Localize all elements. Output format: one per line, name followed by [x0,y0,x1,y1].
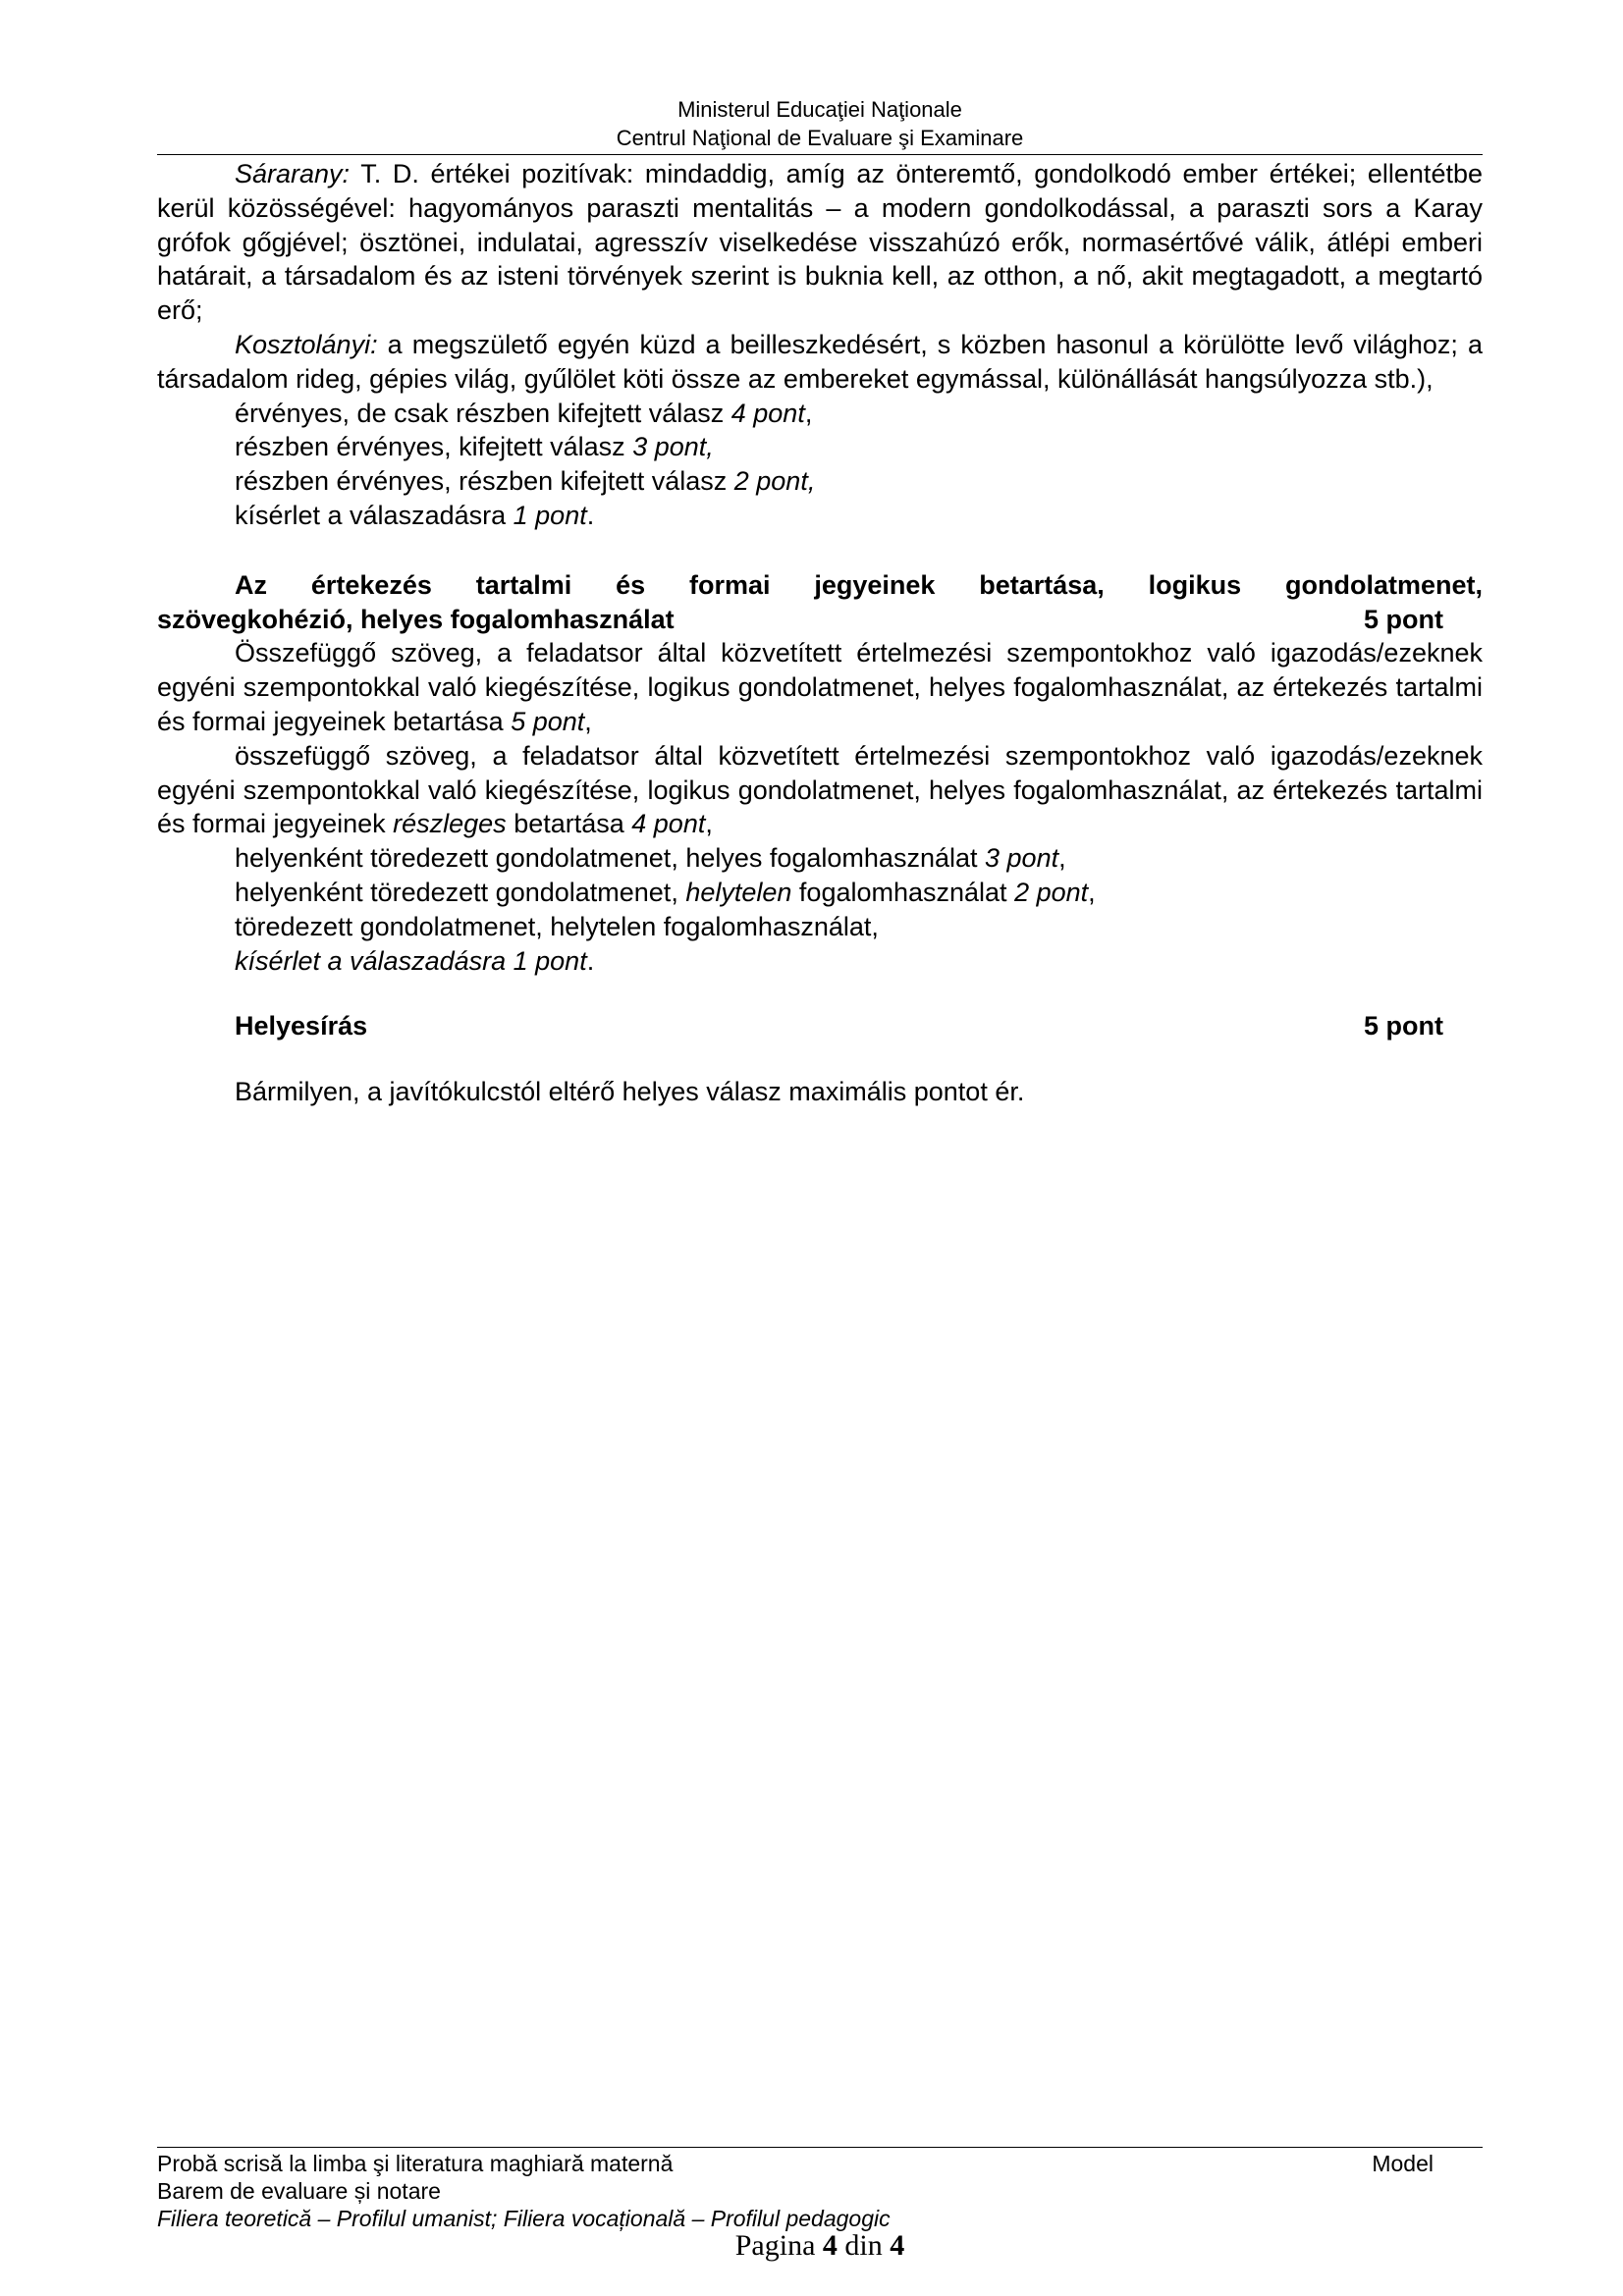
header-rule [157,154,1483,155]
section-heading-coherence [157,568,1483,637]
page-header [157,95,1483,152]
coherence-item-1: kísérlet a válaszadásra 1 pont. [235,945,595,976]
footer-barem: Barem de evaluare și notare [157,2178,441,2204]
sararany-label: Sárarany: [235,159,351,188]
score-line-4: érvényes, de csak részben kifejtett válasz 4 pont, [235,398,813,428]
sararany-paragraph [157,157,1483,328]
section-heading-spelling [157,1009,1483,1043]
page-number: Pagina 4 din 4 [734,2229,905,2262]
heading-points: 5 pont [1364,604,1443,634]
score-line-2: részben érvényes, részben kifejtett válasz 2 pont, [235,466,816,497]
coherence-item-5: Összefüggő szöveg, a feladatsor által közvetített értelmezési szempontokhoz való igazodás/ezeknek egyéni szempontokkal való kiegészítése, logikus gondolatmenet, helyes fogalomhasználat, az értekezés tartalmi és formai jegyeinek betartása 5 pont, [157,638,1483,736]
heading-title-end: szövegkohézió, helyes fogalomhasználat [157,604,675,634]
coherence-item-fragmented: töredezett gondolatmenet, helytelen fogalomhasználat, [235,911,879,941]
coherence-item-4: összefüggő szöveg, a feladatsor által közvetített értelmezési szempontokhoz való igazodás/ezeknek egyéni szempontokkal való kiegészítése, logikus gondolatmenet, helyes fogalomhasználat, az értekezés tartalmi és formai jegyeinek részleges betartása 4 pont, [157,740,1483,839]
kosztolanyi-label: Kosztolányi: [235,329,378,359]
footer-rule [157,2147,1483,2148]
page-content [157,157,1483,1109]
spacer [157,533,1483,568]
score-line-3: részben érvényes, kifejtett válasz 3 pont, [235,432,714,462]
page-footer [157,2150,1483,2232]
footer-profile: Filiera teoretică – Profilul umanist; Filiera vocațională – Profilul pedagogic [157,2206,891,2231]
heading-line-2 [157,603,1483,637]
header-ministry: Ministerul Educaţiei Naţionale [677,97,962,122]
sararany-text: T. D. értékei pozitívak: mindaddig, amíg az önteremtő, gondolkodó ember értékei; ellentétbe kerül közösségével: hagyományos paraszti mentalitás – a modern gondolkodással, a paraszti sors a Karay grófok gőgjével; ösztönei, indulatai, agresszív viselkedése visszahúzó erők, normasértővé válik, átlépi emberi határait, a társadalom és az isteni törvények szerint is buknia kell, az otthon, a nő, akit megtagadott, a megtartó erő; [157,159,1483,326]
page-total: 4 [890,2229,905,2262]
header-center: Centrul Naţional de Evaluare şi Examinare [616,126,1024,150]
kosztolanyi-text: a megszülető egyén küzd a beilleszkedésért, s közben hasonul a körülötte levő világhoz; a társadalom rideg, gépies világ, gyűlölet köti össze az embereket egymással, különállását hangsúlyozza stb.), [157,329,1483,394]
spacer [157,1043,1483,1075]
alternative-answer-note: Bármilyen, a javítókulcstól eltérő helyes válasz maximális pontot ér. [235,1077,1025,1107]
coherence-item-2: helyenként töredezett gondolatmenet, helytelen fogalomhasználat 2 pont, [235,877,1096,907]
spacer [157,978,1483,1009]
heading-line-1: Az értekezés tartalmi és formai jegyeinek betartása, logikus gondolatmenet, [235,569,1483,600]
footer-model: Model [1372,2151,1434,2176]
kosztolanyi-paragraph [157,328,1483,397]
spelling-points: 5 pont [1364,1011,1443,1041]
spelling-title: Helyesírás [235,1011,368,1041]
coherence-item-3: helyenként töredezett gondolatmenet, helyes fogalomhasználat 3 pont, [235,843,1066,874]
score-line-1: kísérlet a válaszadásra 1 pont. [235,500,595,530]
page-current: 4 [822,2229,838,2262]
footer-exam-title: Probă scrisă la limba şi literatura maghiară maternă [157,2151,674,2176]
